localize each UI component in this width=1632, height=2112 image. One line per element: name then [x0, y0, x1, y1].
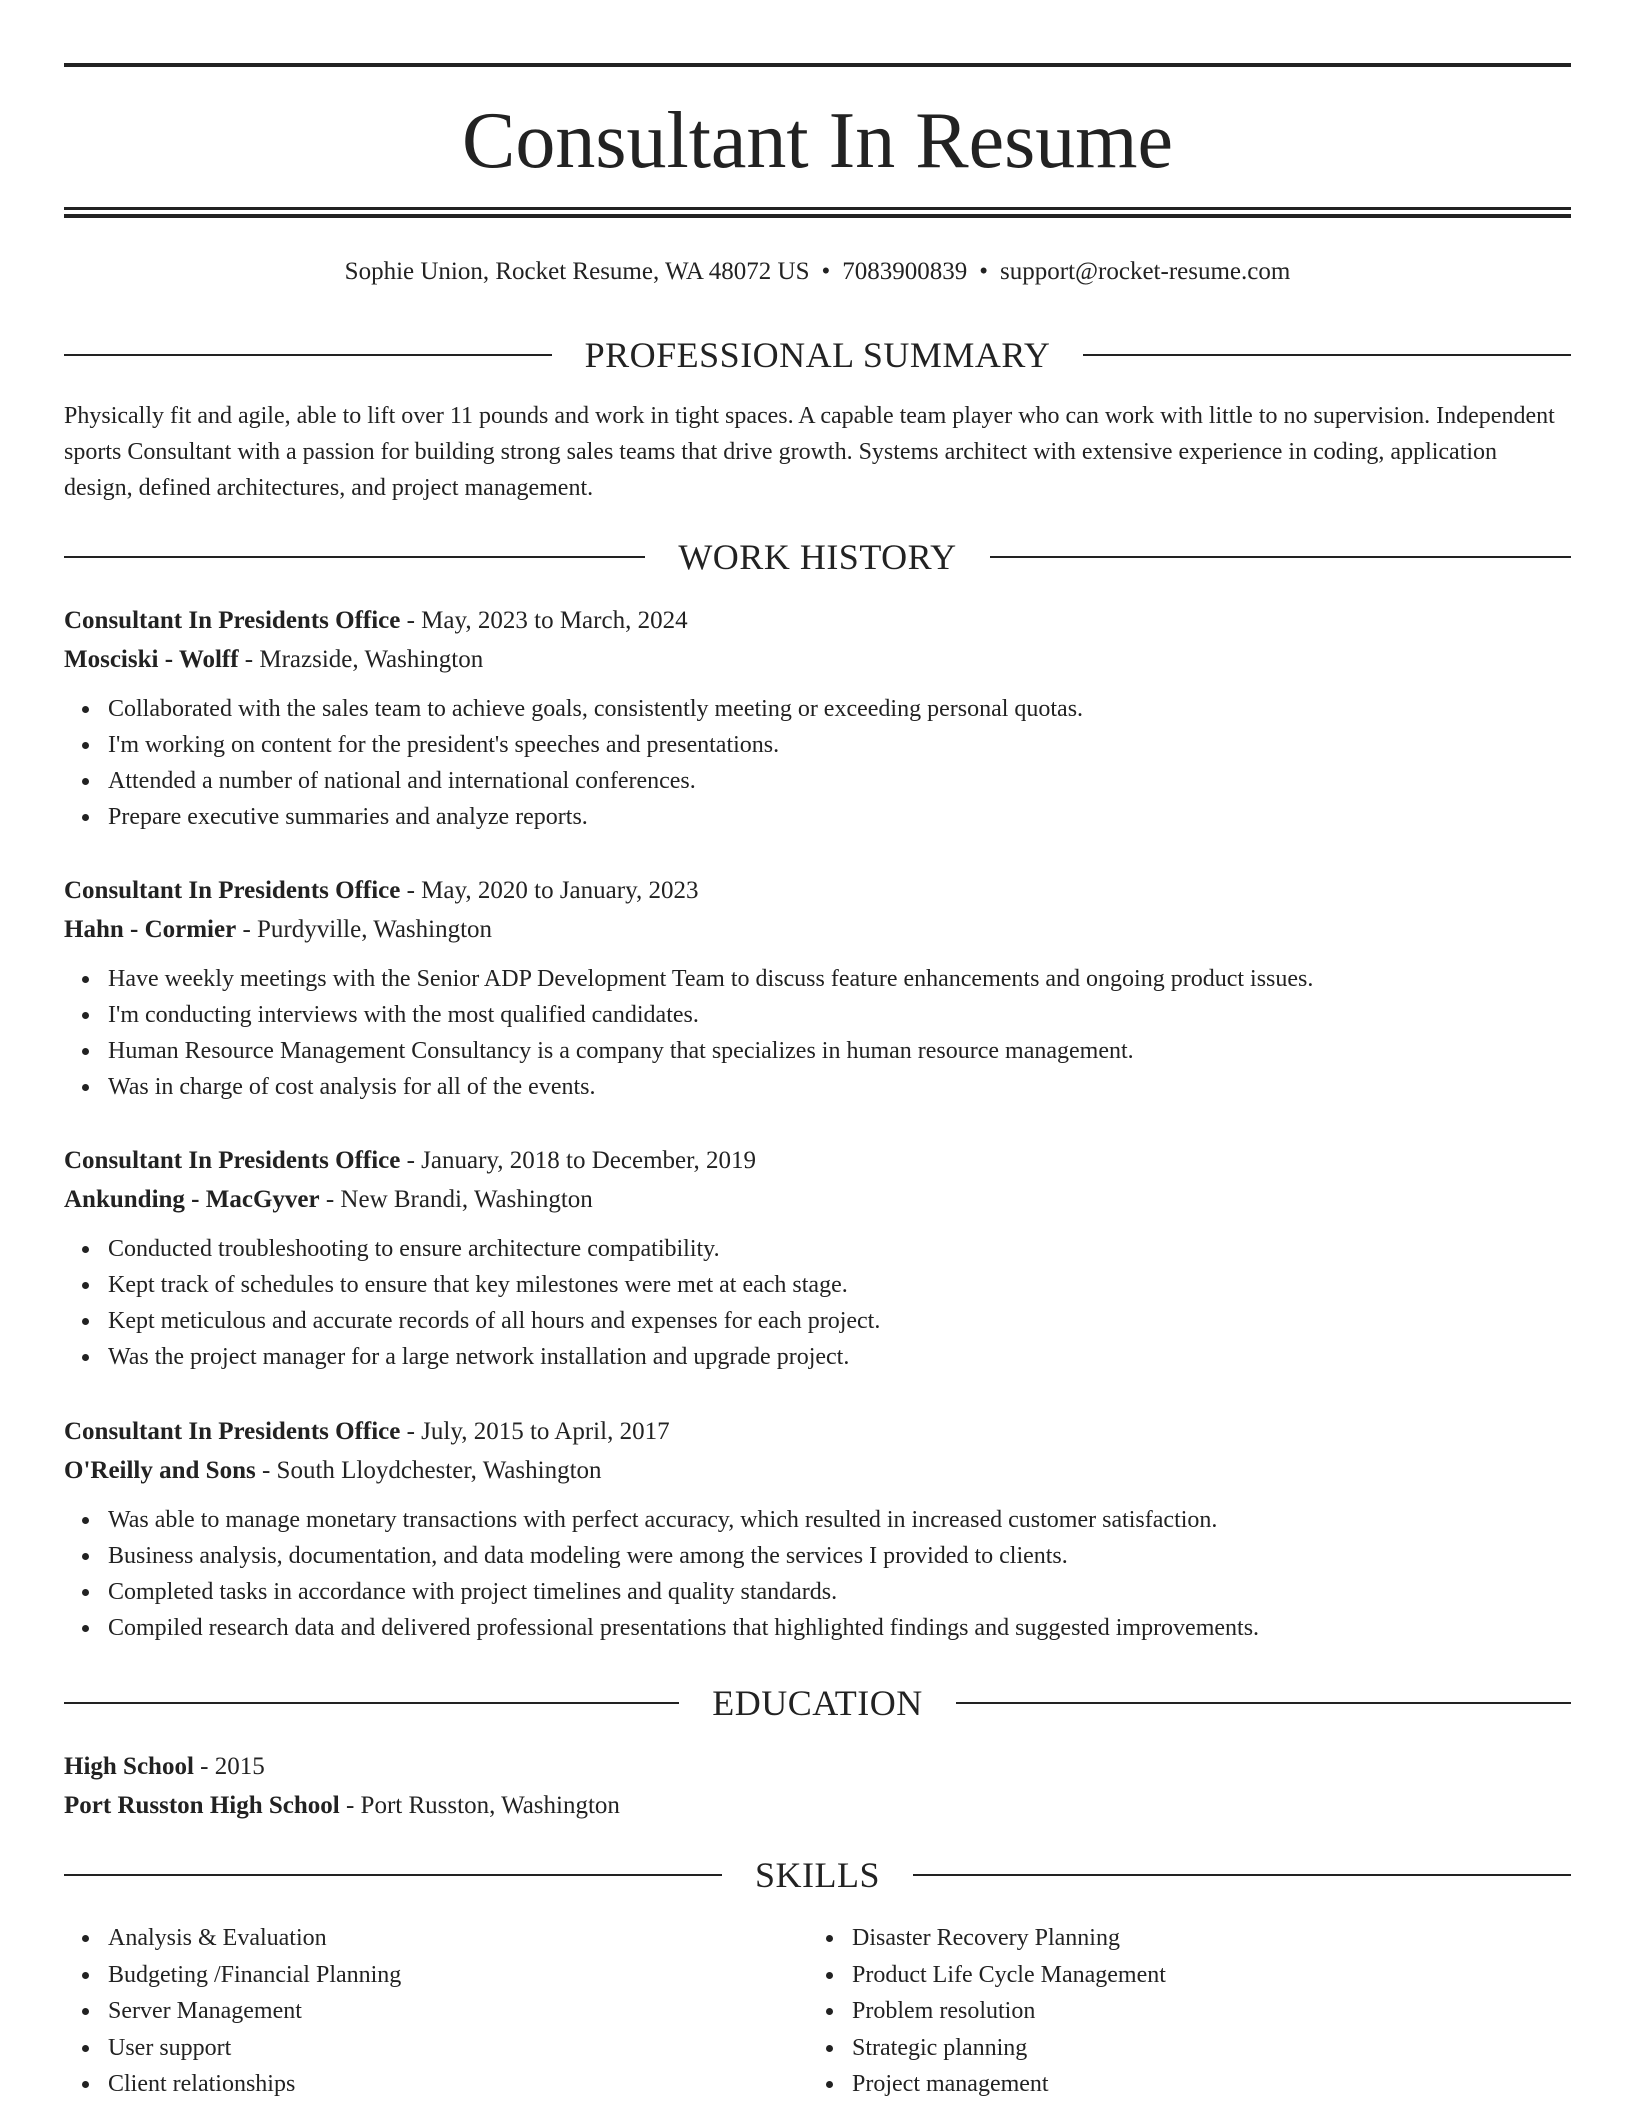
contact-address: Sophie Union, Rocket Resume, WA 48072 US	[344, 258, 810, 285]
section-header-skills	[64, 1850, 1571, 1900]
job-entry	[64, 601, 1571, 835]
skill-item: Strategic planning	[852, 2030, 1552, 2067]
title-rule-upper	[64, 207, 1571, 210]
job-company: Mosciski - Wolff	[64, 646, 239, 673]
section-title: WORK HISTORY	[678, 537, 957, 577]
section-rule	[913, 1874, 1571, 1876]
skills-column-right	[808, 1920, 1552, 2103]
section-header-summary	[64, 330, 1571, 380]
skill-item: Disaster Recovery Planning	[852, 1920, 1552, 1957]
job-location: - New Brandi, Washington	[319, 1186, 593, 1213]
skill-item: Server Management	[108, 1993, 808, 2030]
job-bullets	[64, 961, 1571, 1105]
list-item: Was able to manage monetary transactions with perfect accuracy, which resulted in increased customer satisfaction.	[108, 1502, 1571, 1538]
skill-item: User support	[108, 2030, 808, 2067]
list-item: Kept track of schedules to ensure that key milestones were met at each stage.	[108, 1267, 1571, 1303]
job-bullets	[64, 691, 1571, 835]
education-degree: High School	[64, 1753, 194, 1780]
list-item: I'm conducting interviews with the most qualified candidates.	[108, 997, 1571, 1033]
page-title: Consultant In Resume	[461, 97, 1174, 185]
job-company-line	[64, 1451, 1571, 1490]
list-item: Have weekly meetings with the Senior ADP Development Team to discuss feature enhancements and ongoing product issues.	[108, 961, 1571, 997]
job-dates: - May, 2023 to March, 2024	[400, 607, 688, 634]
job-company: Hahn - Cormier	[64, 916, 237, 943]
list-item: Kept meticulous and accurate records of all hours and expenses for each project.	[108, 1303, 1571, 1339]
education-school-line	[64, 1786, 1571, 1825]
contact-separator: •	[979, 258, 989, 285]
job-location: - Purdyville, Washington	[236, 916, 493, 943]
job-title: Consultant In Presidents Office	[64, 1147, 401, 1174]
job-location: - South Lloydchester, Washington	[255, 1457, 602, 1484]
job-company: O'Reilly and Sons	[64, 1457, 256, 1484]
job-dates: - May, 2020 to January, 2023	[400, 877, 699, 904]
section-rule	[64, 354, 552, 356]
section-rule	[990, 556, 1571, 558]
list-item: Was the project manager for a large network installation and upgrade project.	[108, 1339, 1571, 1375]
education-school: Port Russton High School	[64, 1792, 340, 1819]
job-title-line	[64, 871, 1571, 910]
list-item: Prepare executive summaries and analyze reports.	[108, 799, 1571, 835]
section-title: EDUCATION	[712, 1683, 923, 1723]
job-company-line	[64, 640, 1571, 679]
section-rule	[64, 1874, 722, 1876]
education-degree-line	[64, 1747, 1571, 1786]
section-title: SKILLS	[755, 1855, 881, 1895]
list-item: Completed tasks in accordance with project timelines and quality standards.	[108, 1574, 1571, 1610]
top-rule	[64, 63, 1571, 67]
job-dates: - January, 2018 to December, 2019	[400, 1147, 756, 1174]
job-company: Ankunding - MacGyver	[64, 1186, 320, 1213]
contact-separator: •	[821, 258, 831, 285]
job-company-line	[64, 910, 1571, 949]
job-title: Consultant In Presidents Office	[64, 607, 401, 634]
education-year: - 2015	[193, 1753, 265, 1780]
job-title-line	[64, 601, 1571, 640]
list-item: I'm working on content for the president's speeches and presentations.	[108, 727, 1571, 763]
professional-summary: Physically fit and agile, able to lift over 11 pounds and work in tight spaces. A capable team player who can work with little to no supervision. Independent sports Consultant with a passion for building strong sales teams that drive growth. Systems architect with extensive experience in coding, application design, defined architectures, and project management.	[64, 403, 1555, 501]
skills-list	[64, 1920, 1571, 2103]
list-item: Human Resource Management Consultancy is a company that specializes in human resource management.	[108, 1033, 1571, 1069]
education-location: - Port Russton, Washington	[339, 1792, 620, 1819]
skill-item: Budgeting /Financial Planning	[108, 1957, 808, 1994]
list-item: Attended a number of national and international conferences.	[108, 763, 1571, 799]
section-rule	[956, 1702, 1571, 1704]
contact-email: support@rocket-resume.com	[1000, 258, 1291, 285]
section-rule	[64, 556, 645, 558]
contact-line	[64, 252, 1571, 292]
skill-item: Product Life Cycle Management	[852, 1957, 1552, 1994]
job-title-line	[64, 1412, 1571, 1451]
list-item: Was in charge of cost analysis for all of the events.	[108, 1069, 1571, 1105]
list-item: Collaborated with the sales team to achieve goals, consistently meeting or exceeding personal quotas.	[108, 691, 1571, 727]
section-rule	[1083, 354, 1571, 356]
job-title: Consultant In Presidents Office	[64, 877, 401, 904]
job-company-line	[64, 1180, 1571, 1219]
job-location: - Mrazside, Washington	[238, 646, 484, 673]
section-header-work	[64, 532, 1571, 582]
job-entry	[64, 871, 1571, 1105]
section-title: PROFESSIONAL SUMMARY	[584, 335, 1051, 375]
skills-column-left	[64, 1920, 808, 2103]
job-title-line	[64, 1141, 1571, 1180]
education-entry	[64, 1747, 1571, 1825]
job-entry	[64, 1412, 1571, 1646]
title-rule-lower	[64, 214, 1571, 218]
section-rule	[64, 1702, 679, 1704]
skill-item: Problem resolution	[852, 1993, 1552, 2030]
skill-item: Project management	[852, 2066, 1552, 2103]
job-title: Consultant In Presidents Office	[64, 1418, 401, 1445]
job-bullets	[64, 1502, 1571, 1646]
section-header-education	[64, 1678, 1571, 1728]
list-item: Conducted troubleshooting to ensure architecture compatibility.	[108, 1231, 1571, 1267]
skill-item: Analysis & Evaluation	[108, 1920, 808, 1957]
list-item: Business analysis, documentation, and data modeling were among the services I provided to clients.	[108, 1538, 1571, 1574]
skill-item: Client relationships	[108, 2066, 808, 2103]
job-entry	[64, 1141, 1571, 1375]
job-bullets	[64, 1231, 1571, 1375]
contact-phone: 7083900839	[842, 258, 968, 285]
list-item: Compiled research data and delivered professional presentations that highlighted findings and suggested improvements.	[108, 1610, 1571, 1646]
job-dates: - July, 2015 to April, 2017	[400, 1418, 670, 1445]
